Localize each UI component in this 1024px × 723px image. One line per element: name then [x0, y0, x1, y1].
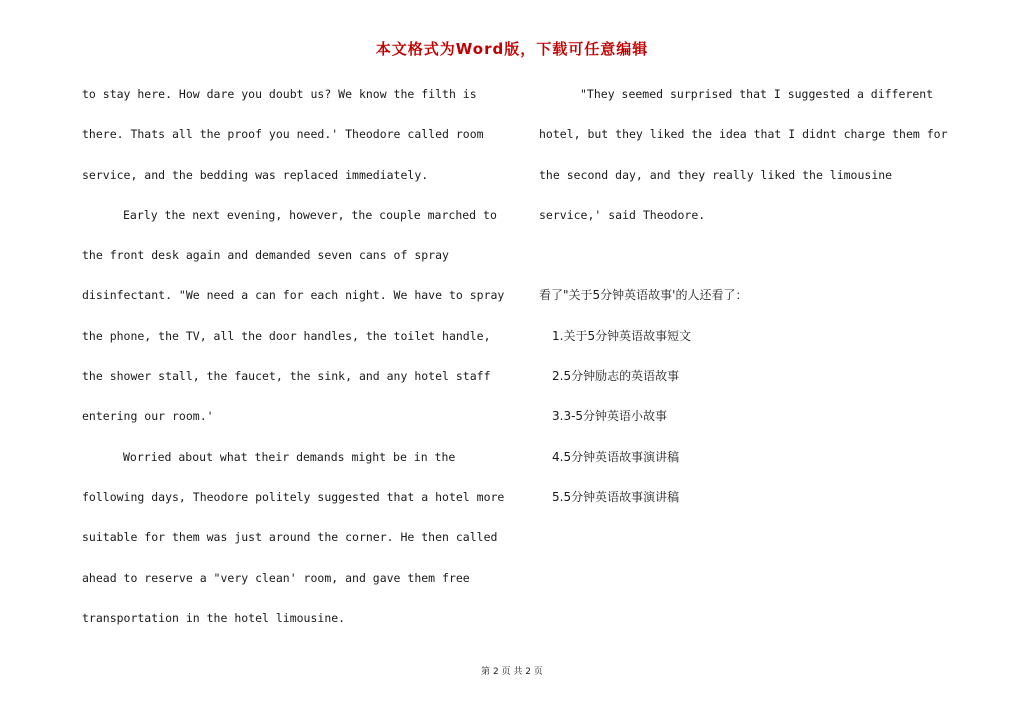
- related-article-link[interactable]: 4.5分钟英语故事演讲稿: [552, 449, 680, 464]
- left-column: [82, 82, 512, 646]
- text-line: there. Thats all the proof you need.' Theodore called room: [82, 127, 484, 142]
- text-line: disinfectant. "We need a can for each night. We have to spray: [82, 288, 505, 303]
- text-line: Worried about what their demands might be in the: [123, 449, 456, 464]
- text-line: hotel, but they liked the idea that I didnt charge them for: [539, 127, 948, 142]
- related-article-link[interactable]: 3.3-5分钟英语小故事: [552, 409, 668, 424]
- text-line: suitable for them was just around the corner. He then called: [82, 530, 498, 545]
- right-column: [539, 82, 959, 525]
- text-line: transportation in the hotel limousine.: [82, 610, 346, 625]
- text-line: service, and the bedding was replaced immediately.: [82, 167, 429, 182]
- related-articles-title: 看了"关于5分钟英语故事'的人还看了：: [539, 288, 748, 303]
- text-line: the second day, and they really liked the limousine: [539, 167, 893, 182]
- text-line: service,' said Theodore.: [539, 207, 706, 222]
- related-article-link[interactable]: 1.关于5分钟英语故事短文: [552, 328, 692, 343]
- text-line: Early the next evening, however, the couple marched to: [123, 207, 497, 222]
- text-line: the phone, the TV, all the door handles, the toilet handle,: [82, 328, 491, 343]
- text-line: following days, Theodore politely suggested that a hotel more: [82, 489, 505, 504]
- text-line: "They seemed surprised that I suggested a different: [580, 87, 934, 101]
- spacer: [539, 243, 959, 283]
- related-article-link[interactable]: 5.5分钟英语故事演讲稿: [552, 489, 680, 504]
- text-line: the front desk again and demanded seven cans of spray: [82, 248, 449, 263]
- text-line: to stay here. How dare you doubt us? We know the filth is: [82, 87, 477, 101]
- text-line: entering our room.': [82, 409, 214, 424]
- text-line: the shower stall, the faucet, the sink, and any hotel staff: [82, 369, 491, 384]
- text-line: ahead to reserve a "very clean' room, and gave them free: [82, 570, 470, 585]
- page-number: 第 2 页 共 2 页: [481, 667, 543, 677]
- related-article-link[interactable]: 2.5分钟励志的英语故事: [552, 369, 680, 384]
- document-header: 本文格式为Word版，下载可任意编辑: [375, 40, 649, 58]
